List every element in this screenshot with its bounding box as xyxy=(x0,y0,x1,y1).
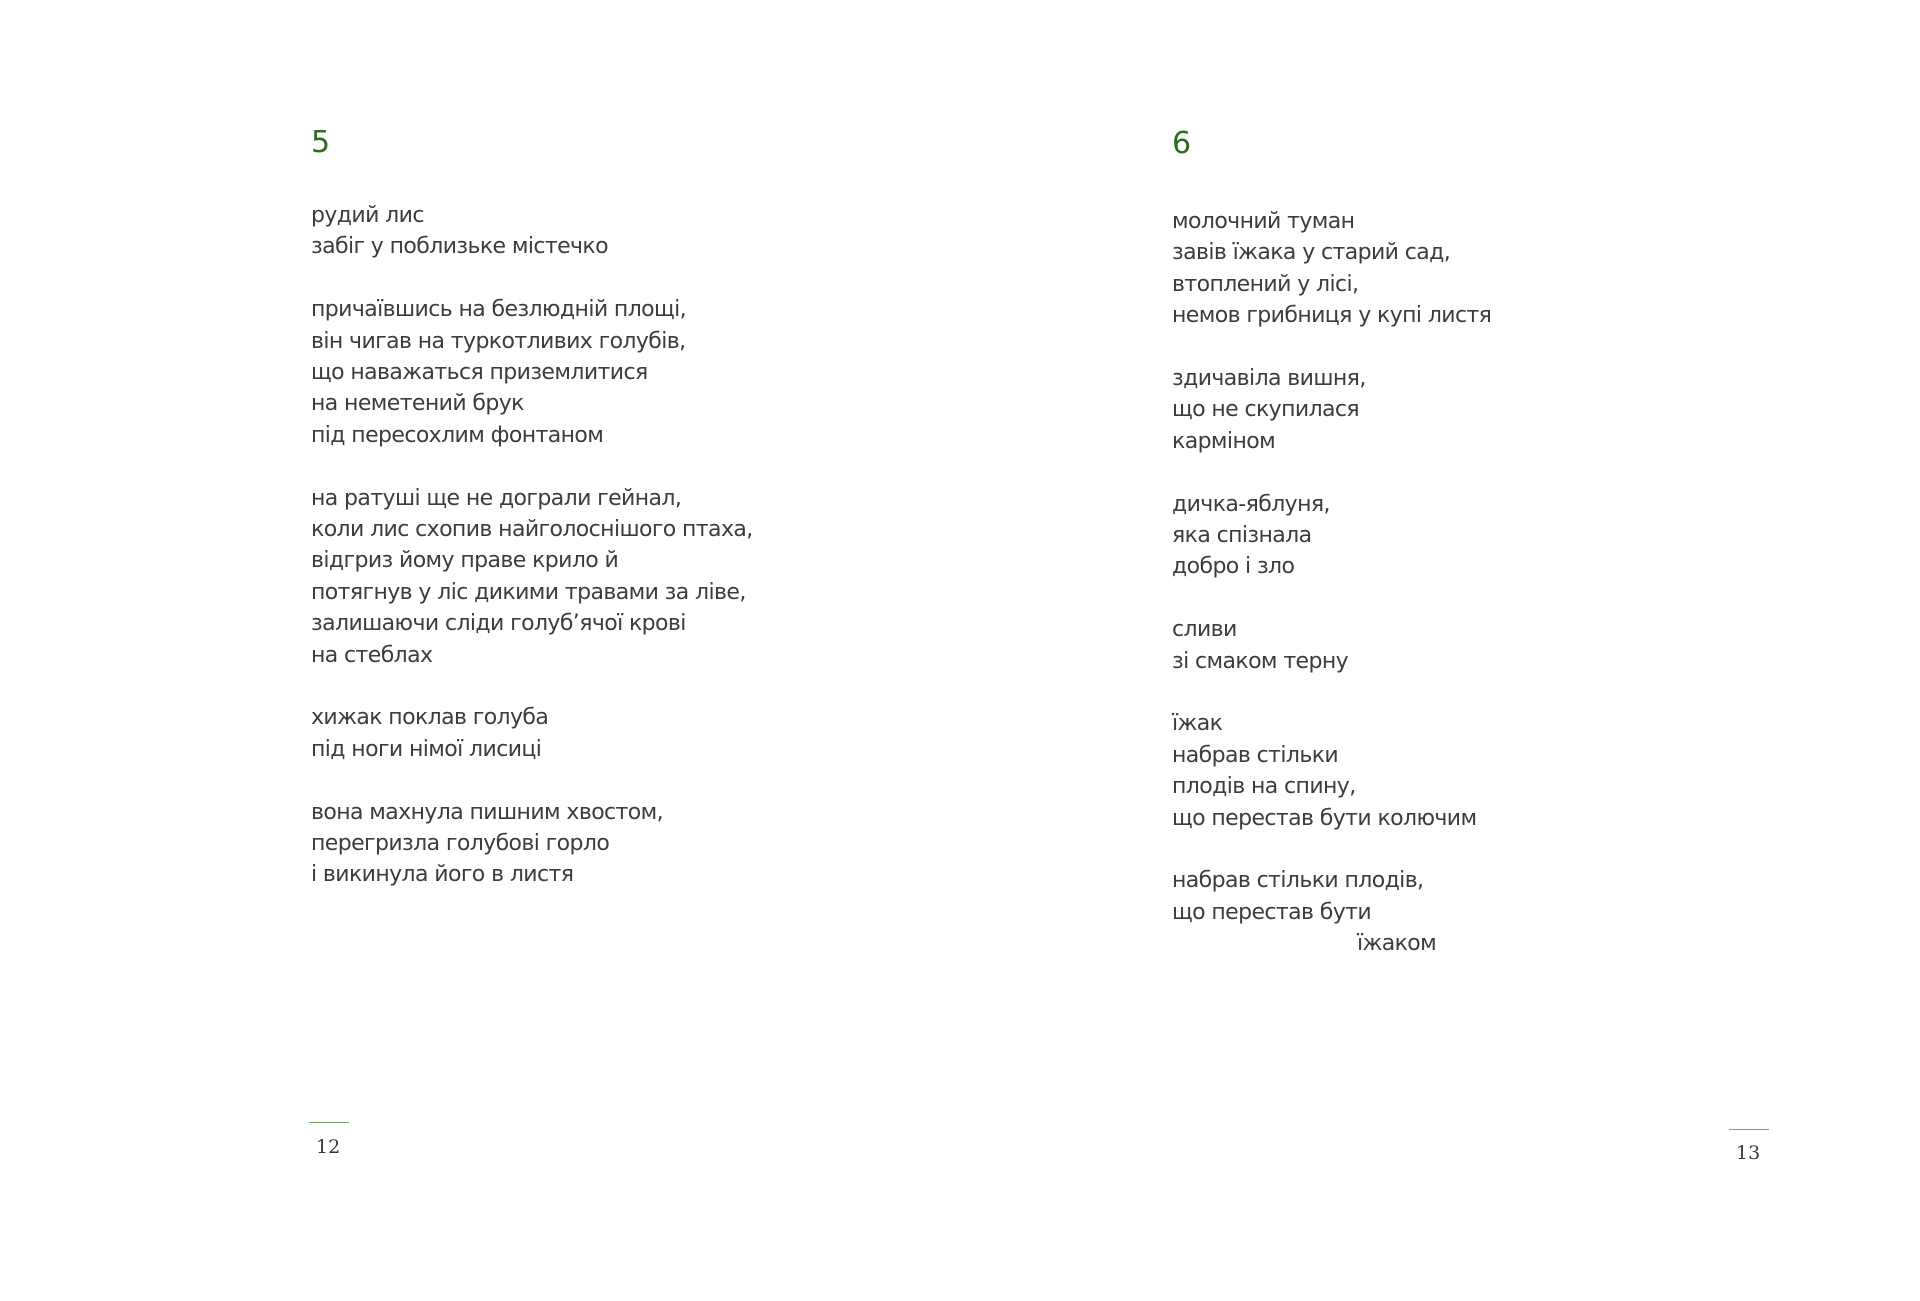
stanza xyxy=(311,483,753,671)
poem-line: він чигав на туркотливих голубів, xyxy=(311,328,686,354)
poem-line: набрав стільки xyxy=(1172,742,1339,768)
poem-line: що наважаться приземлитися xyxy=(311,360,648,386)
poem-line: залишаючи сліди голуб’ячої крові xyxy=(311,611,686,637)
poem-line: втоплений у лісі, xyxy=(1172,271,1359,297)
poem-line: карміном xyxy=(1172,428,1276,454)
page-number: 12 xyxy=(316,1136,341,1158)
stanza xyxy=(1172,363,1491,457)
poem-line: відгриз йому праве крило й xyxy=(311,548,619,574)
poem-line: їжак xyxy=(1172,711,1223,737)
folio-rule xyxy=(1729,1129,1769,1130)
stanza xyxy=(1172,614,1491,677)
poem-line: дичка-яблуня, xyxy=(1172,491,1330,517)
stanza xyxy=(1172,206,1491,332)
poem-line: рудий лис xyxy=(311,203,424,228)
poem-line-indented: їжаком xyxy=(1357,931,1437,957)
poem-line: на стеблах xyxy=(311,642,433,668)
poem-line: коли лис схопив найголоснішого птаха, xyxy=(311,517,753,543)
folio-rule xyxy=(309,1122,349,1123)
poem-number: 6 xyxy=(1172,126,1192,161)
poem-body xyxy=(1172,206,1491,991)
stanza xyxy=(311,294,753,451)
poem-line: що перестав бути xyxy=(1172,899,1372,925)
poem-line: молочний туман xyxy=(1172,209,1355,234)
poem-line: під пересохлим фонтаном xyxy=(311,422,604,448)
poem-line: перегризла голубові горло xyxy=(311,831,610,857)
poem-line: плодів на спину, xyxy=(1172,774,1356,800)
poem-line: набрав стільки плодів, xyxy=(1172,868,1424,894)
poem-line: на неметений брук xyxy=(311,391,524,417)
stanza xyxy=(1172,708,1491,834)
poem-line: що перестав бути колючим xyxy=(1172,805,1477,831)
poem-line: потягнув у ліс дикими травами за ліве, xyxy=(311,579,746,605)
poem-line: добро і зло xyxy=(1172,554,1295,580)
poem-line: немов грибниця у купі листя xyxy=(1172,303,1492,329)
poem-number: 5 xyxy=(311,125,331,160)
poem-line: на ратуші ще не дограли гейнал, xyxy=(311,485,682,511)
poem-line: яка спізнала xyxy=(1172,523,1312,549)
poem-line: забіг у поблизьке містечко xyxy=(311,234,608,260)
poem-body xyxy=(311,200,753,922)
page-number: 13 xyxy=(1736,1142,1761,1164)
poem-line: вона махнула пишним хвостом, xyxy=(311,799,664,825)
poem-line: і викинула його в листя xyxy=(311,862,574,888)
stanza xyxy=(1172,865,1491,959)
poem-line: хижак поклав голуба xyxy=(311,705,549,731)
poem-line: причаївшись на безлюдній площі, xyxy=(311,297,687,323)
stanza xyxy=(311,702,753,765)
stanza xyxy=(311,200,753,263)
stanza xyxy=(1172,489,1491,583)
poem-line: здичавіла вишня, xyxy=(1172,366,1366,392)
poem-line: зі смаком терну xyxy=(1172,648,1349,674)
poem-line: завів їжака у старий сад, xyxy=(1172,240,1451,266)
stanza xyxy=(311,797,753,891)
poem-line: під ноги німої лисиці xyxy=(311,736,542,762)
right-page xyxy=(960,0,1920,1301)
poem-line: сливи xyxy=(1172,617,1237,643)
poem-line: що не скупилася xyxy=(1172,397,1360,423)
